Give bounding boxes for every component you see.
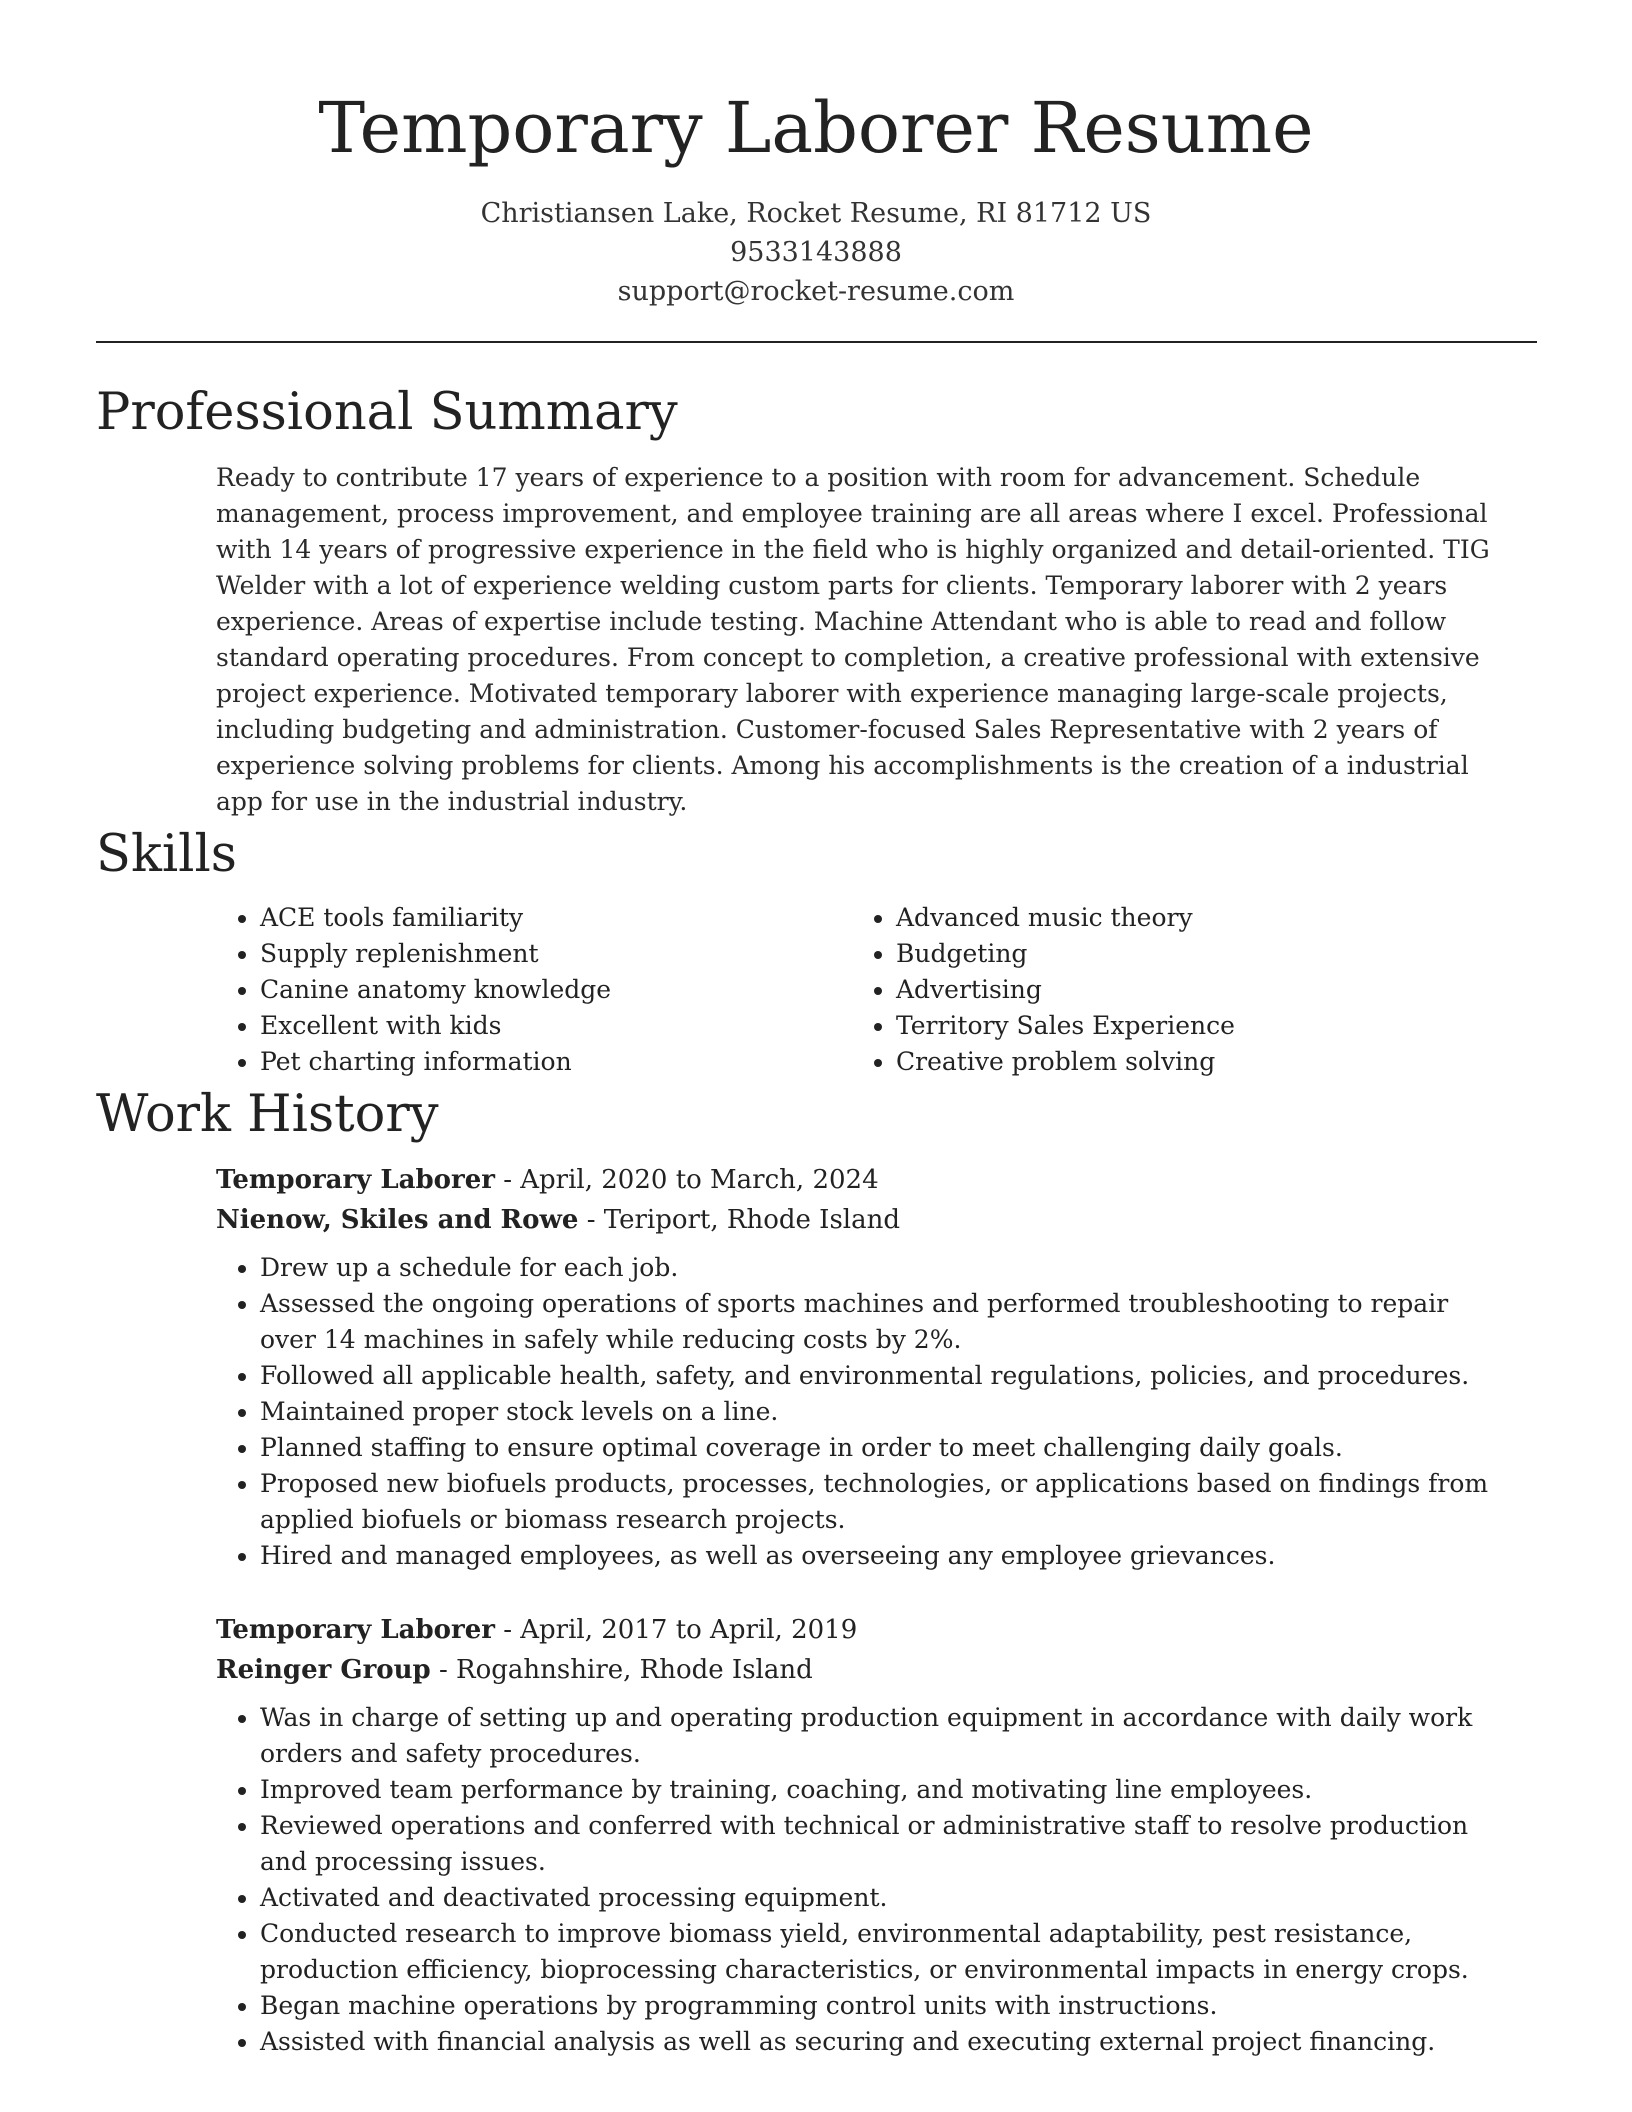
- header-divider: [96, 341, 1537, 343]
- job-bullet: • Conducted research to improve biomass yield, environmental adaptability, pest resistance, production efficiency, bioprocessing characteristics, or environmental impacts in energy crops.: [260, 1916, 1510, 1988]
- resume-title: Temporary Laborer Resume: [318, 87, 1314, 169]
- resume-header: [0, 0, 1632, 311]
- job-bullet: • Planned staffing to ensure optimal coverage in order to meet challenging daily goals.: [260, 1430, 1510, 1466]
- job-location: - Rogahnshire, Rhode Island: [430, 1655, 813, 1685]
- job-dates: - April, 2020 to March, 2024: [494, 1165, 879, 1195]
- skill-item: • Budgeting: [896, 936, 1496, 972]
- skill-item: • Excellent with kids: [260, 1008, 866, 1044]
- skills-heading: Skills: [96, 825, 237, 884]
- job-title-line: [216, 1610, 1537, 1650]
- job-dates: - April, 2017 to April, 2019: [494, 1615, 858, 1645]
- skill-item: • Advanced music theory: [896, 900, 1496, 936]
- contact-email: support@rocket-resume.com: [617, 276, 1015, 307]
- job-company-line: [216, 1200, 1537, 1240]
- skill-item: • Creative problem solving: [896, 1044, 1496, 1080]
- skills-list-left: [216, 900, 866, 1080]
- job-title: Temporary Laborer: [216, 1165, 495, 1195]
- job-bullet: • Assessed the ongoing operations of sports machines and performed troubleshooting to repair over 14 machines in safely while reducing costs by 2%.: [260, 1286, 1510, 1358]
- skill-item: • Supply replenishment: [260, 936, 866, 972]
- job-location: - Teriport, Rhode Island: [578, 1205, 900, 1235]
- job-bullet: • Followed all applicable health, safety, and environmental regulations, policies, and procedures.: [260, 1358, 1510, 1394]
- summary-text: Ready to contribute 17 years of experience to a position with room for advancement. Schedule management, process improvement, and employee training are all areas where I excel. Professional with 14 years of progressive experience in the field who is highly organized and detail-oriented. TIG Welder with a lot of experience welding custom parts for clients. Temporary laborer with 2 years experience. Areas of expertise include testing. Machine Attendant who is able to read and follow standard operating procedures. From concept to completion, a creative professional with extensive project experience. Motivated temporary laborer with experience managing large-scale projects, including budgeting and administration. Customer-focused Sales Representative with 2 years of experience solving problems for clients. Among his accomplishments is the creation of a industrial app for use in the industrial industry.: [216, 463, 1490, 816]
- job-bullet: • Assisted with financial analysis as well as securing and executing external project financing.: [260, 2024, 1510, 2060]
- contact-block: [0, 194, 1632, 311]
- job-bullet: • Proposed new biofuels products, processes, technologies, or applications based on findings from applied biofuels or biomass research projects.: [260, 1466, 1510, 1538]
- job-bullet: • Activated and deactivated processing equipment.: [260, 1880, 1510, 1916]
- job-bullet: • Maintained proper stock levels on a line.: [260, 1394, 1510, 1430]
- skills-grid: [216, 900, 1537, 1080]
- skills-list-right: [866, 900, 1496, 1080]
- skill-item: • Pet charting information: [260, 1044, 866, 1080]
- job-bullets: [216, 1700, 1510, 2060]
- skill-item: • Advertising: [896, 972, 1496, 1008]
- job-company: Reinger Group: [216, 1655, 431, 1685]
- contact-phone: 9533143888: [730, 237, 902, 268]
- skill-item: • ACE tools familiarity: [260, 900, 866, 936]
- contact-address: Christiansen Lake, Rocket Resume, RI 81712 US: [480, 198, 1152, 229]
- resume-body: [96, 378, 1537, 2060]
- job-bullets: [216, 1250, 1510, 1574]
- skill-item: • Territory Sales Experience: [896, 1008, 1496, 1044]
- job-bullet: • Drew up a schedule for each job.: [260, 1250, 1510, 1286]
- work-history-heading: Work History: [96, 1085, 439, 1144]
- job-entry: [216, 1610, 1537, 2060]
- job-bullet: • Began machine operations by programming control units with instructions.: [260, 1988, 1510, 2024]
- job-company: Nienow, Skiles and Rowe: [216, 1205, 579, 1235]
- job-bullet: • Reviewed operations and conferred with technical or administrative staff to resolve production and processing issues.: [260, 1808, 1510, 1880]
- skill-item: • Canine anatomy knowledge: [260, 972, 866, 1008]
- job-entry: [216, 1160, 1537, 1574]
- summary-heading: Professional Summary: [96, 383, 678, 442]
- job-company-line: [216, 1650, 1537, 1690]
- job-bullet: • Improved team performance by training, coaching, and motivating line employees.: [260, 1772, 1510, 1808]
- job-title-line: [216, 1160, 1537, 1200]
- job-bullet: • Hired and managed employees, as well as overseeing any employee grievances.: [260, 1538, 1510, 1574]
- job-bullet: • Was in charge of setting up and operating production equipment in accordance with daily work orders and safety procedures.: [260, 1700, 1510, 1772]
- job-title: Temporary Laborer: [216, 1615, 495, 1645]
